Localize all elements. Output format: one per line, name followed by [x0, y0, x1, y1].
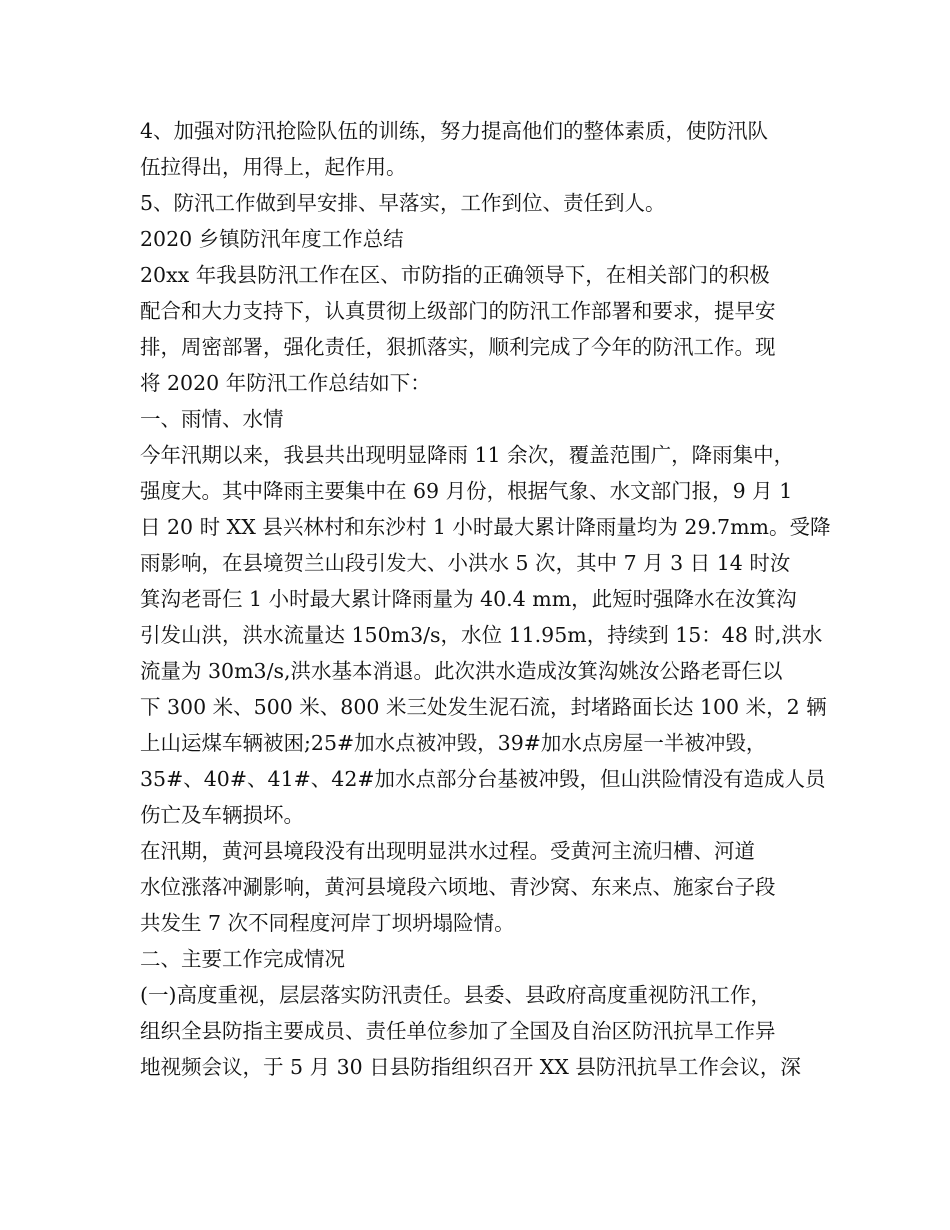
- text-line: 4、加强对防汛抢险队伍的训练，努力提高他们的整体素质，使防汛队: [140, 119, 769, 143]
- text-line: 5、防汛工作做到早安排、早落实，工作到位、责任到人。: [140, 191, 666, 215]
- text-line: 20xx 年我县防汛工作在区、市防指的正确领导下，在相关部门的积极: [140, 263, 770, 287]
- text-line: 日 20 时 XX 县兴林村和东沙村 1 小时最大累计降雨量均为 29.7mm。受降: [140, 515, 831, 539]
- text-line: 引发山洪，洪水流量达 150m3/s，水位 11.95m，持续到 15：48 时,洪水: [140, 623, 823, 647]
- text-line: 地视频会议，于 5 月 30 日县防指组织召开 XX 县防汛抗旱工作会议，深: [140, 1055, 801, 1079]
- section-heading: 二、主要工作完成情况: [140, 947, 345, 971]
- text-line: 水位涨落冲涮影响，黄河县境段六顷地、青沙窝、东来点、施家台子段: [140, 875, 776, 899]
- text-line: (一)高度重视，层层落实防汛责任。县委、县政府高度重视防汛工作，: [140, 983, 771, 1007]
- section-title: 2020 乡镇防汛年度工作总结: [140, 227, 404, 251]
- text-line: 伤亡及车辆损坏。: [140, 803, 304, 827]
- text-line: 配合和大力支持下，认真贯彻上级部门的防汛工作部署和要求，提早安: [140, 299, 776, 323]
- document-body: [140, 113, 831, 1085]
- section-heading: 一、雨情、水情: [140, 407, 284, 431]
- text-line: 流量为 30m3/s,洪水基本消退。此次洪水造成汝箕沟姚汝公路老哥仨以: [140, 659, 783, 683]
- text-line: 组织全县防指主要成员、责任单位参加了全国及自治区防汛抗旱工作异: [140, 1019, 776, 1043]
- text-line: 排，周密部署，强化责任，狠抓落实，顺利完成了今年的防汛工作。现: [140, 335, 776, 359]
- text-line: 共发生 7 次不同程度河岸丁坝坍塌险情。: [140, 911, 515, 935]
- text-line: 上山运煤车辆被困;25#加水点被冲毁，39#加水点房屋一半被冲毁，: [140, 731, 767, 755]
- text-line: 下 300 米、500 米、800 米三处发生泥石流，封堵路面长达 100 米，2 辆: [140, 695, 827, 719]
- text-line: 雨影响，在县境贺兰山段引发大、小洪水 5 次，其中 7 月 3 日 14 时汝: [140, 551, 791, 575]
- text-line: 35#、40#、41#、42#加水点部分台基被冲毁，但山洪险情没有造成人员: [140, 767, 826, 791]
- text-line: 将 2020 年防汛工作总结如下：: [140, 371, 431, 395]
- text-line: 在汛期，黄河县境段没有出现明显洪水过程。受黄河主流归槽、河道: [140, 839, 755, 863]
- document-page: [140, 113, 831, 1085]
- text-line: 今年汛期以来，我县共出现明显降雨 11 余次，覆盖范围广，降雨集中，: [140, 443, 795, 467]
- text-line: 强度大。其中降雨主要集中在 69 月份，根据气象、水文部门报，9 月 1: [140, 479, 793, 503]
- text-line: 伍拉得出，用得上，起作用。: [140, 155, 407, 179]
- text-line: 箕沟老哥仨 1 小时最大累计降雨量为 40.4 mm，此短时强降水在汝箕沟: [140, 587, 797, 611]
